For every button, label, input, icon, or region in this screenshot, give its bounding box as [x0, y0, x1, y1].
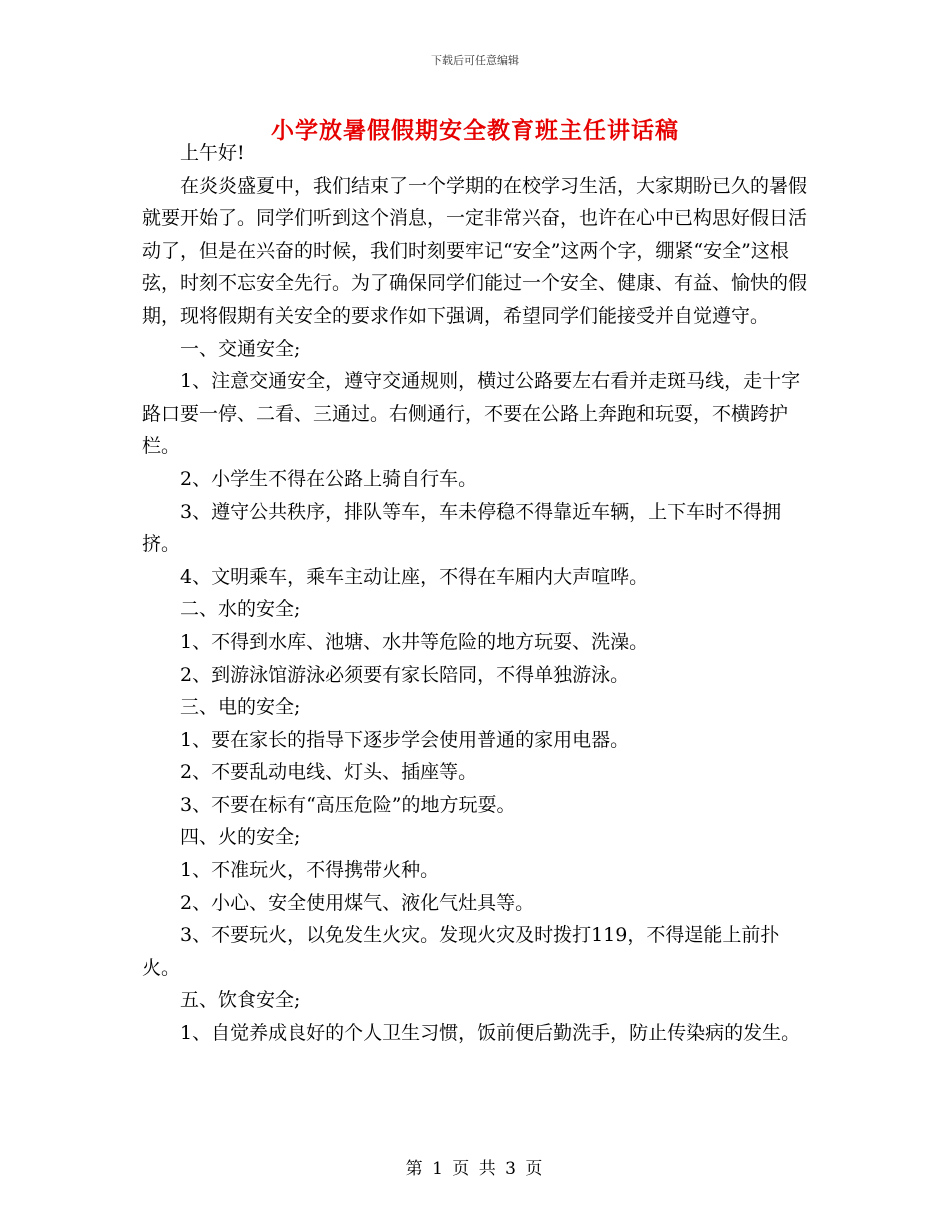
paragraph: 1、要在家长的指导下逐步学会使用普通的家用电器。 — [180, 728, 630, 751]
paragraph: 2、不要乱动电线、灯头、插座等。 — [180, 761, 478, 784]
paragraph: 1、自觉养成良好的个人卫生习惯，饭前便后勤洗手，防止传染病的发生。 — [180, 1022, 801, 1045]
paragraph: 1、注意交通安全，遵守交通规则，横过公路要左右看并走斑马线，走十字路口要一停、二看、三通过。右侧通行，不要在公路上奔跑和玩耍，不横跨护栏。 — [142, 370, 801, 458]
paragraph: 1、不准玩火，不得携带火种。 — [180, 859, 440, 882]
paragraph: 3、不要玩火，以免发生火灾。发现火灾及时拨打119，不得逞能上前扑火。 — [142, 924, 780, 979]
document-body — [142, 137, 814, 1050]
page-footer: 第 1 页 共 3 页 — [405, 1159, 545, 1179]
paragraph: 2、小学生不得在公路上骑自行车。 — [180, 467, 478, 490]
paragraph: 1、不得到水库、池塘、水井等危险的地方玩耍、洗澡。 — [180, 630, 649, 653]
paragraph: 4、文明乘车，乘车主动让座，不得在车厢内大声喧哗。 — [180, 565, 649, 588]
paragraph: 上午好! — [180, 142, 245, 164]
paragraph: 2、小心、安全使用煤气、液化气灶具等。 — [180, 891, 535, 914]
paragraph: 3、不要在标有“高压危险”的地方玩耍。 — [180, 793, 516, 816]
section-heading: 二、水的安全; — [180, 598, 301, 621]
paragraph: 3、遵守公共秩序，排队等车，车未停稳不得靠近车辆，上下车时不得拥挤。 — [142, 500, 782, 556]
paragraph: 2、到游泳馆游泳必须要有家长陪同，不得单独游泳。 — [180, 663, 630, 686]
section-heading: 四、火的安全; — [180, 826, 301, 849]
document-title: 小学放暑假假期安全教育班主任讲话稿 — [271, 117, 679, 144]
page-header: 下载后可任意编辑 — [431, 54, 519, 67]
section-heading: 五、饮食安全; — [180, 989, 301, 1012]
paragraph: 在炎炎盛夏中，我们结束了一个学期的在校学习生活，大家期盼已久的暑假就要开始了。同学们听到这个消息，一定非常兴奋，也许在心中已构思好假日活动了，但是在兴奋的时候，我们时刻要牢记“安全”这两个字，绷紧“安全”这根弦，时刻不忘安全先行。为了确保同学们能过一个安全、健康、有益、愉快的假期，现将假期有关安全的要求作如下强调，希望同学们能接受并自觉遵守。 — [142, 174, 808, 327]
section-heading: 三、电的安全; — [180, 696, 301, 719]
section-heading: 一、交通安全; — [180, 337, 301, 360]
